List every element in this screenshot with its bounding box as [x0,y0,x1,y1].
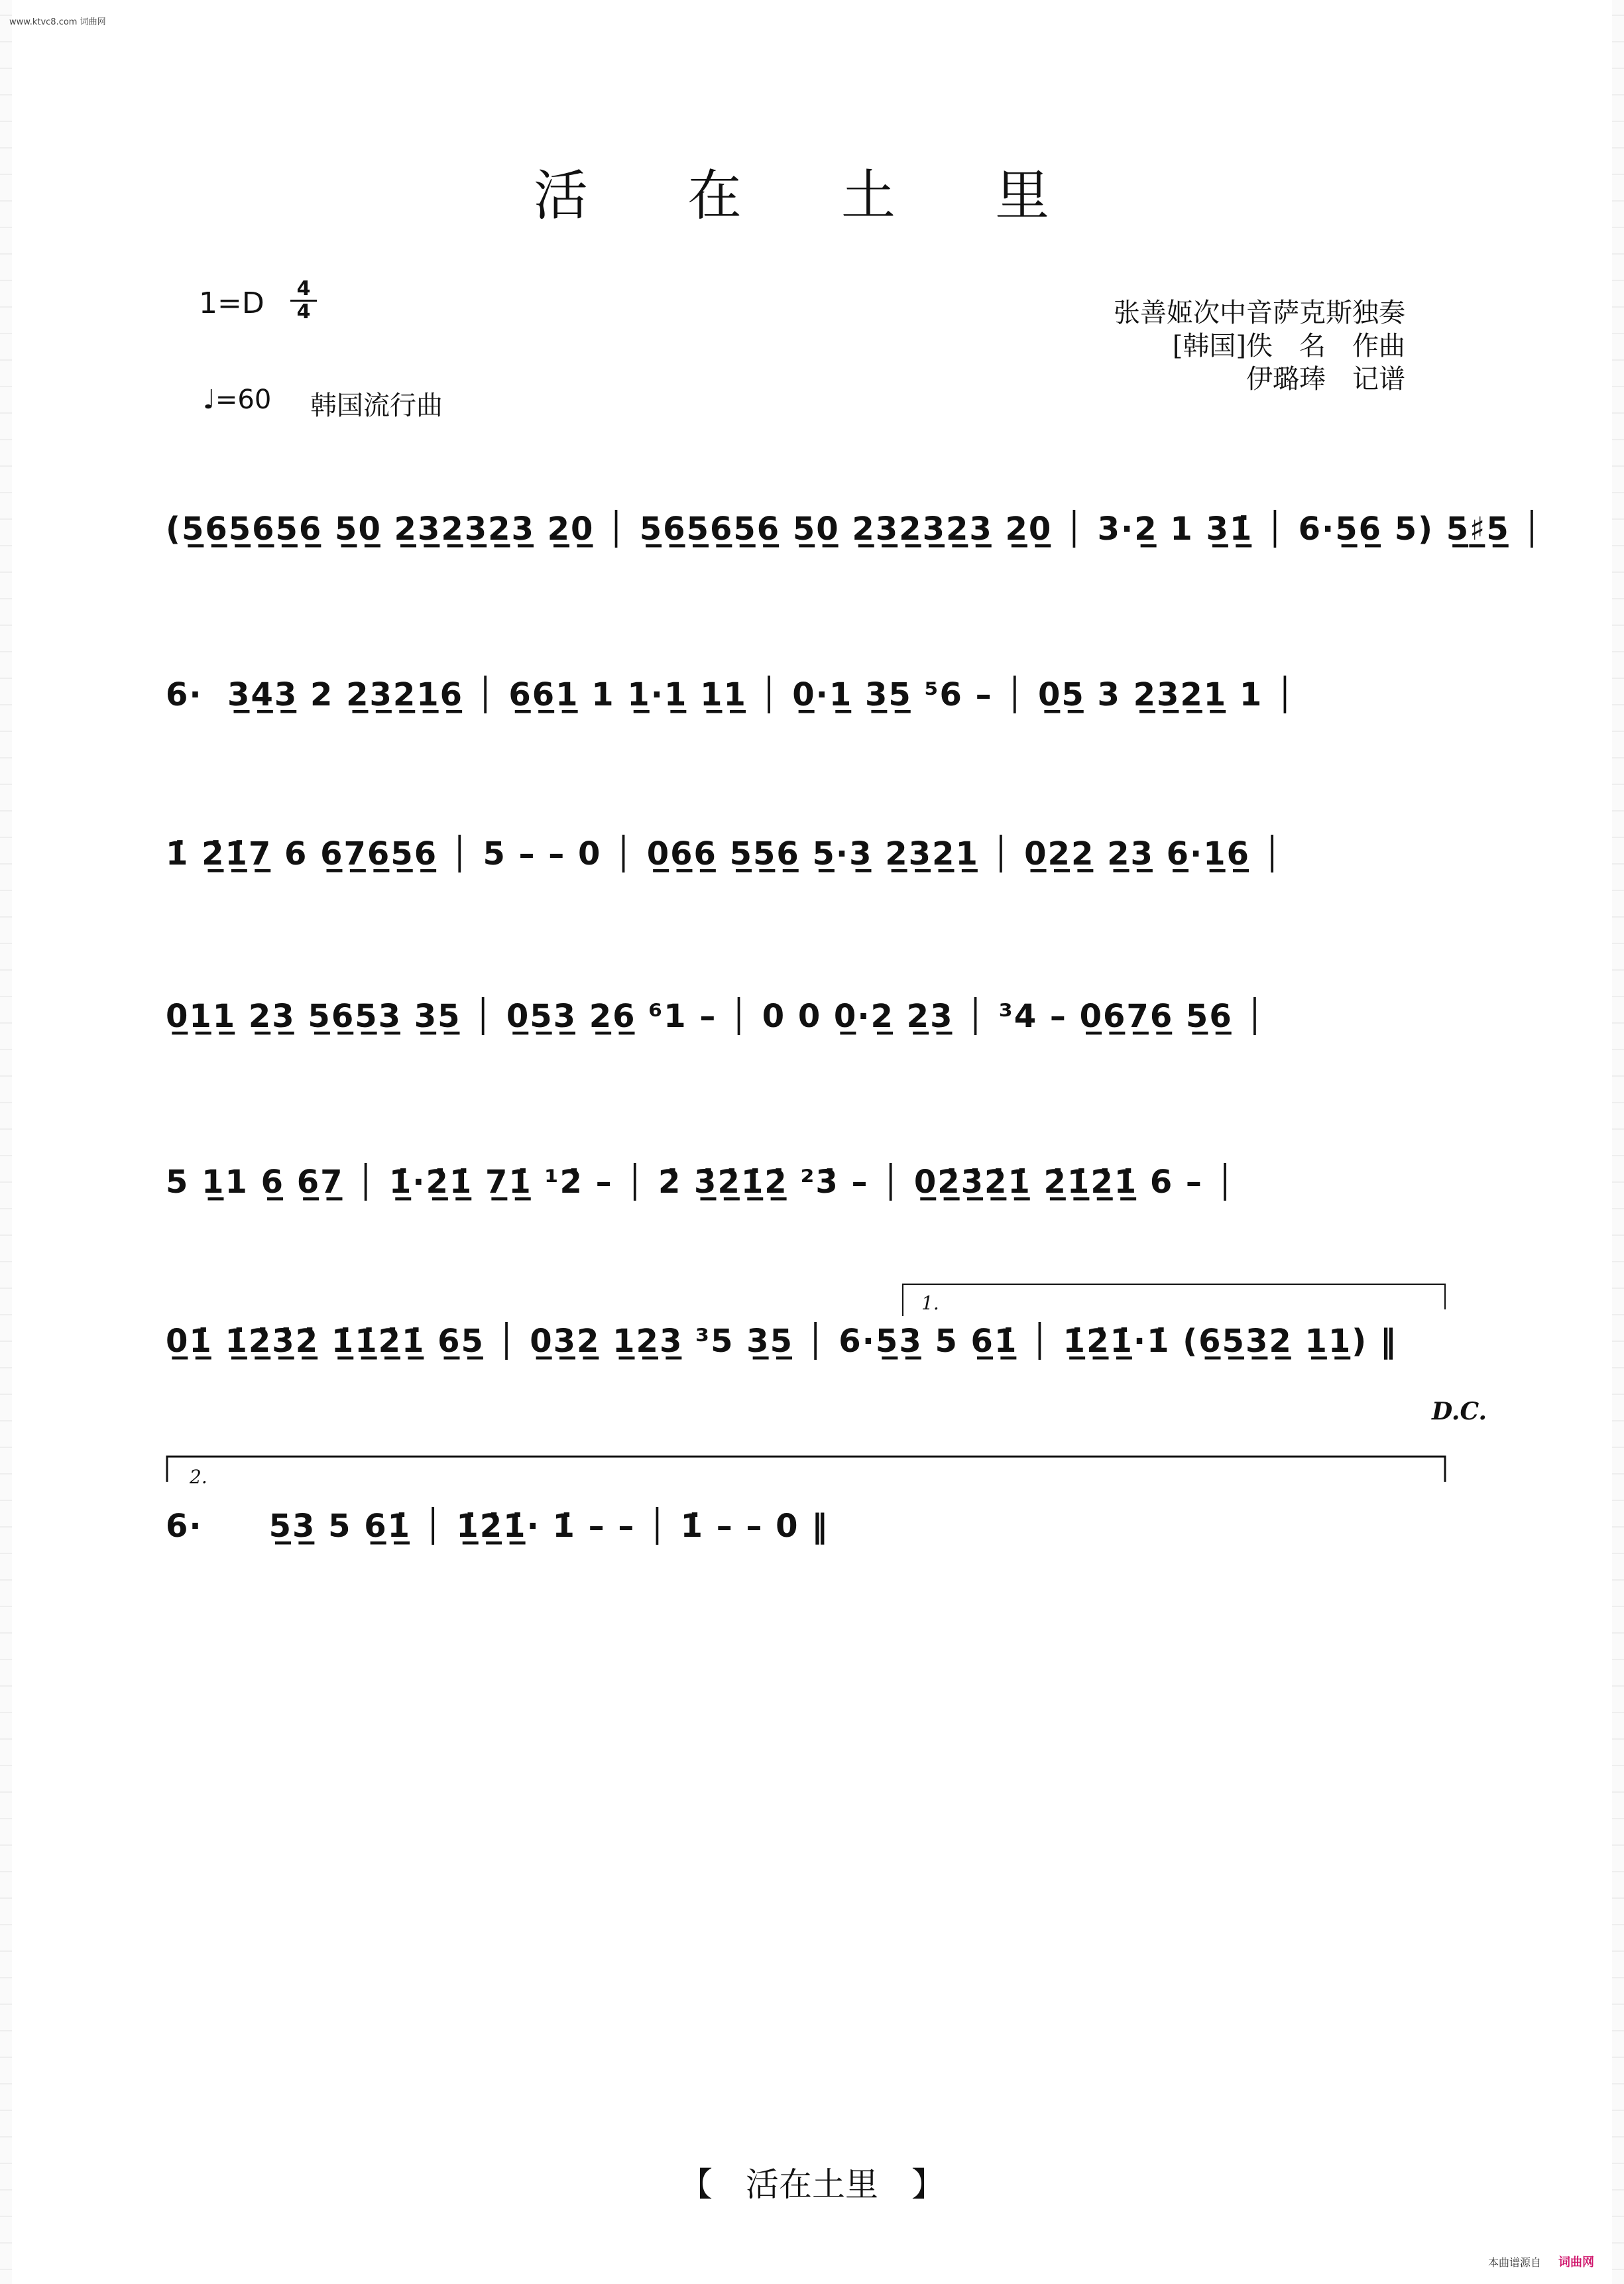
key-signature: 1=D [199,286,264,320]
volta-2-label: 2. [190,1466,207,1488]
score-system-1 [166,504,1543,623]
score-system-3 [166,829,1465,948]
system-4-notes: 0̲1̲1̲ 2̲3̲ 5̲6̲5̲3̲ 3̲5̲ │ 0̲5̲3̲ 2̲6̲ ⁶1 – │ 0 0 0̲·2̲ 2̲3̲ │ ³4 – 0̲6̲7̲6̲ 5̲6̲ │ [166,998,1266,1035]
time-signature-top: 4 [296,277,311,300]
song-title: 活 在 土 里 [533,164,1091,227]
credit-transcriber: 伊璐琫 记谱 [1246,364,1405,394]
left-margin-strip [0,0,12,2284]
da-capo-marking: D.C. [1432,1398,1487,1425]
volta-1-label: 1. [921,1292,939,1314]
time-signature-bottom: 4 [290,300,317,323]
system-3-notes: 1̇ 2̲̇1̲̇7̲ 6 6̲7̲6̲5̲6̲ │ 5 – – 0 │ 0̲6̲6̲ 5̲5̲6̲ 5̲·3̲ 2̲3̲2̲1̲ │ 0̲2̲2̲ 2̲3̲ 6̲·1̲6̲ │ [166,835,1283,872]
system-5-notes: 5 1̲1 6̲ 6̲7̲ │ 1̲̇·2̲̇1̲̇ 7̲1̲̇ ¹2̇ – │ 2̇ 3̲̇2̲̇1̲̇2̲̇ ²3̇ – │ 0̲2̲̇3̲̇2̲̇1̲̇ 2̲̇1̲̇2̲̇1̲̇ 6 – │ [166,1164,1236,1201]
genre-label: 韩国流行曲 [310,391,443,421]
footer-title: 【 活在土里 】 [679,2165,945,2204]
site-logo: 词曲网 [1558,2255,1594,2269]
system-7-notes: 6· 5̲3̲ 5 6̲1̲̇ │ 1̲̇2̲̇1̲̇· 1̇ – – │ 1̇ – – 0 ‖ [166,1508,829,1545]
score-system-2 [166,663,1465,782]
system-2-notes: 6· 3̲4̲3̲ 2 2̲3̲2̲1̲6̲ │ 6̲6̲1̲ 1 1̲·1̲ 1̲1̲ │ 0̲·1̲ 3̲5̲ ⁵6 – │ 0̲5̲ 3 2̲3̲2̲1̲ 1 │ [166,676,1296,713]
score-system-5 [166,1157,1465,1276]
score-system-6 [166,1283,1465,1402]
right-margin-strip [1612,0,1624,2284]
site-url: www.ktvc8.com 词曲网 [9,17,106,27]
credit-composer: [韩国]佚 名 作曲 [1172,331,1405,361]
credit-performer: 张善姬次中音萨克斯独奏 [1114,298,1405,328]
system-1-notes: (5̲6̲5̲6̲5̲6̲ 5̲0̲ 2̲3̲2̲3̲2̲3̲ 2̲0̲ │ 5̲6̲5̲6̲5̲6̲ 5̲0̲ 2̲3̲2̲3̲2̲3̲ 2̲0̲ │ 3·2̲ 1 3̲1̲̇ │ 6·5̲6̲ 5) 5̲♯̲5̲ │ [166,511,1543,548]
tempo-marking: ♩=60 [203,385,272,415]
source-note: 本曲谱源自 [1487,2256,1541,2269]
score-system-4 [166,991,1465,1111]
system-6-notes: 0̲1̲̇ 1̲̇2̲̇3̲̇2̲̇ 1̲̇1̲̇2̲̇1̲̇ 6̲5̲ │ 0̲3̲2̲ 1̲2̲3̲ ³5 3̲5̲ │ 6·5̲3̲ 5 6̲1̲̇ │ 1̲̇2̲̇1̲̇·1̇ (6̲5̲3̲2̲ 1̲1̲) ‖ [166,1323,1397,1360]
score-system-7 [166,1455,1465,1575]
time-signature [290,278,317,323]
